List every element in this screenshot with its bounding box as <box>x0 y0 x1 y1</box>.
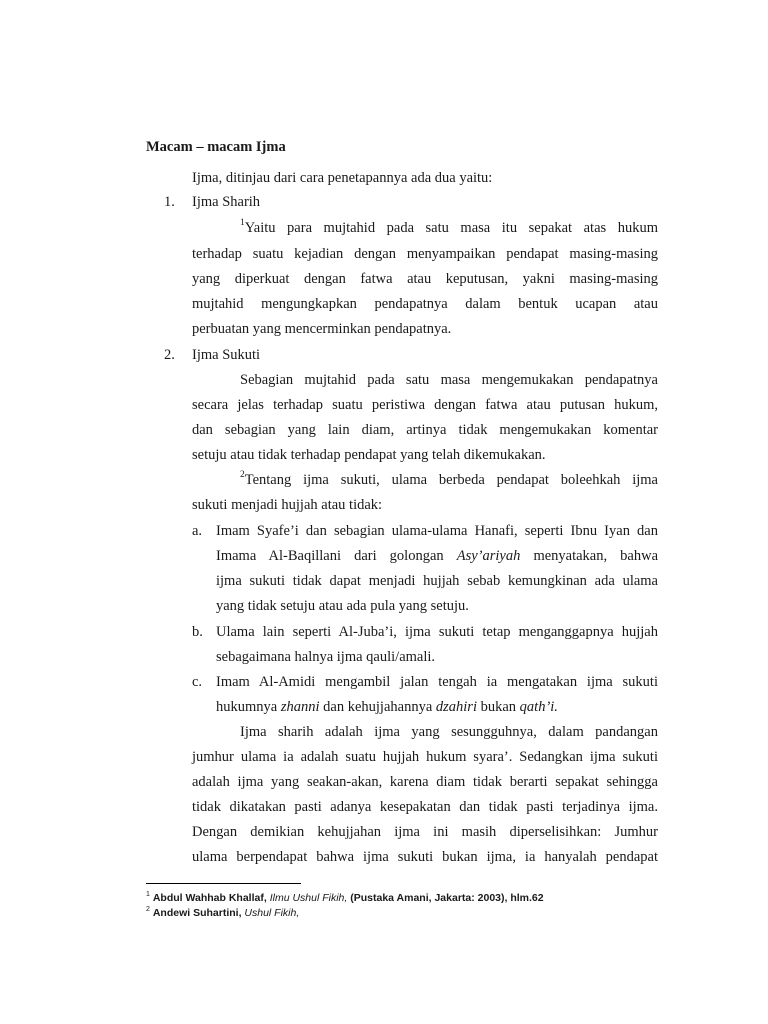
footnote-1: $^1$ Abdul Wahhab Khallaf, Ilmu Ushul Fikih, (Pustaka Amani, Jakarta: 2003), hlm.62 <box>146 890 544 904</box>
item-1-line-5: perbuatan yang mencerminkan pendapatnya. <box>192 321 452 337</box>
item-1-line-1: $^1$Yaitu para mujtahid pada satu masa itu sepakat atas hukum <box>240 218 658 236</box>
sub-b-line-2: sebagaimana halnya ijma qauli/amali. <box>216 649 436 665</box>
item-2-line-2: secara jelas terhadap suatu peristiwa dengan fatwa atau putusan hukum, <box>192 397 658 413</box>
closing-line-3: adalah ijma yang seakan-akan, karena diam tidak berarti sepakat sehingga <box>192 774 658 790</box>
intro-text: Ijma, ditinjau dari cara penetapannya ada dua yaitu: <box>192 170 493 186</box>
item-1-line-4: mujtahid mengungkapkan pendapatnya dalam bentuk ucapan atau <box>192 296 658 312</box>
footnote-ref-1: 1 <box>240 218 245 229</box>
closing-line-6: ulama berpendapat bahwa ijma sukuti bukan ijma, ia hanyalah pendapat <box>192 849 658 865</box>
closing-line-2: jumhur ulama ia adalah suatu hujjah hukum syara’. Sedangkan ijma sukuti <box>192 749 658 765</box>
item-2-line-1: Sebagian mujtahid pada satu masa mengemukakan pendapatnya <box>240 372 658 388</box>
closing-line-1: Ijma sharih adalah ijma yang sesungguhnya, dalam pandangan <box>240 724 658 740</box>
sub-c-line-1: Imam Al-Amidi mengambil jalan tengah ia mengatakan ijma sukuti <box>216 674 658 690</box>
sub-a-line-1: Imam Syafe’i dan sebagian ulama-ulama Hanafi, seperti Ibnu Iyan dan <box>216 523 658 539</box>
section-heading: Macam – macam Ijma <box>146 139 286 155</box>
item-2-line-3: dan sebagian yang lain diam, artinya tidak mengemukakan komentar <box>192 422 658 438</box>
sub-a-line-3: ijma sukuti tidak dapat menjadi hujjah sebab kemungkinan ada ulama <box>216 573 658 589</box>
sub-b-letter: b. <box>192 624 203 640</box>
footnote-2: $^2$ Andewi Suhartini, Ushul Fikih, <box>146 905 300 919</box>
item-1-title: Ijma Sharih <box>192 194 261 210</box>
item-1-number: 1. <box>164 194 175 210</box>
item-2-p2-line-1: $^2$Tentang ijma sukuti, ulama berbeda pendapat boleehkah ijma <box>240 470 658 488</box>
italic-term: Asy’ariyah <box>456 548 521 564</box>
sub-c-line-2: hukumnya zhanni dan kehujjahannya dzahiri bukan qath’i. <box>216 699 558 715</box>
footnote-divider <box>146 883 301 884</box>
item-2-number: 2. <box>164 347 175 363</box>
item-2-line-4: setuju atau tidak terhadap pendapat yang telah dikemukakan. <box>192 447 546 463</box>
sub-a-line-2: Imama Al-Baqillani dari golongan Asy’ariyah menyatakan, bahwa <box>216 548 659 564</box>
footnote-ref-2: 2 <box>240 470 245 481</box>
item-2-p2-line-2: sukuti menjadi hujjah atau tidak: <box>192 497 383 513</box>
sub-c-letter: c. <box>192 674 203 690</box>
closing-line-4: tidak dikatakan pasti adanya kesepakatan dan tidak pasti terjadinya ijma. <box>192 799 658 815</box>
item-1-line-2: terhadap suatu kejadian dengan menyampaikan pendapat masing-masing <box>192 246 658 262</box>
sub-a-letter: a. <box>192 523 203 539</box>
item-1-line-3: yang diperkuat dengan fatwa atau keputusan, yakni masing-masing <box>192 271 658 287</box>
closing-line-5: Dengan demikian kehujjahan ijma ini masih diperselisihkan: Jumhur <box>192 824 658 840</box>
sub-a-line-4: yang tidak setuju atau ada pula yang setuju. <box>216 598 469 614</box>
sub-b-line-1: Ulama lain seperti Al-Juba’i, ijma sukuti tetap menganggapnya hujjah <box>216 624 658 640</box>
item-2-title: Ijma Sukuti <box>192 347 261 363</box>
